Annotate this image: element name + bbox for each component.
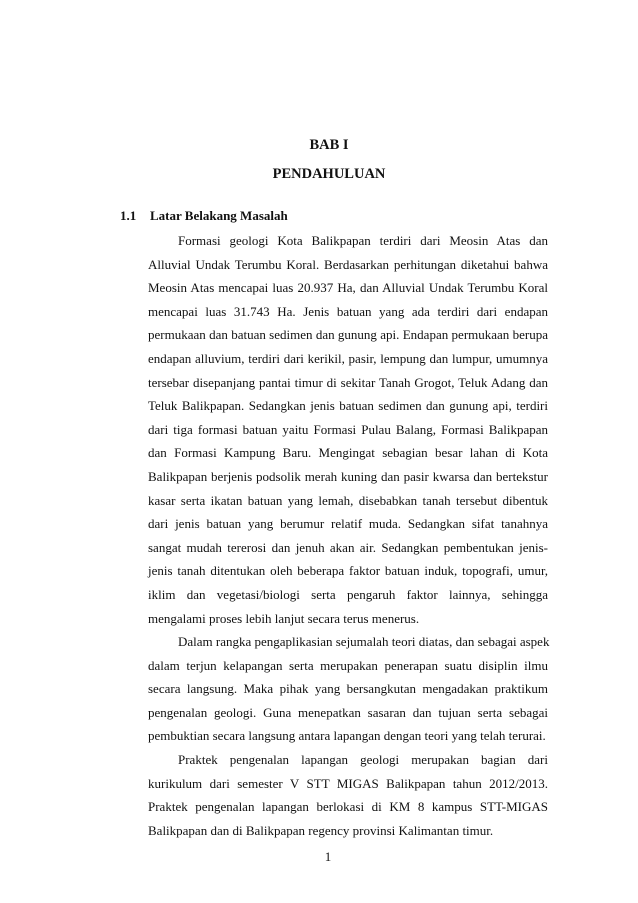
text-line: mencapai luas 31.743 Ha. Jenis batuan yang ada terdiri dari endapan bbox=[148, 303, 548, 319]
text-line: pembuktian secara langsung antara lapangan dengan teori yang telah terurai. bbox=[148, 728, 546, 744]
text-line: sangat mudah tererosi dan jenuh akan air. Sedangkan pembentukan jenis- bbox=[148, 539, 548, 555]
body-text bbox=[148, 229, 548, 842]
text-line: Meosin Atas mencapai luas 20.937 Ha, dan Alluvial Undak Terumbu Koral bbox=[148, 280, 548, 296]
chapter-title: PENDAHULUAN bbox=[272, 166, 386, 182]
text-line: Formasi geologi Kota Balikpapan terdiri dari Meosin Atas dan bbox=[178, 233, 548, 248]
section-number: 1.1 bbox=[120, 208, 137, 223]
text-line: kasar serta ikatan batuan yang lemah, disebabkan tanah tersebut dibentuk bbox=[148, 492, 548, 508]
text-line: Praktek pengenalan lapangan geologi merupakan bagian dari bbox=[178, 752, 548, 768]
text-line: dari jenis batuan yang berumur relatif muda. Sedangkan sifat tanahnya bbox=[148, 516, 548, 532]
text-line: permukaan dan batuan sedimen dan gunung api. Endapan permukaan berupa bbox=[148, 327, 548, 343]
text-line: Teluk Balikpapan. Sedangkan jenis batuan sedimen dan gunung api, terdiri bbox=[148, 398, 548, 414]
text-line: pengenalan geologi. Guna menepatkan sasaran dan tujuan serta sebagai bbox=[148, 704, 548, 720]
text-line: Alluvial Undak Terumbu Koral. Berdasarkan perhitungan diketahui bahwa bbox=[148, 256, 548, 272]
text-line: kurikulum dari semester V STT MIGAS Balikpapan tahun 2012/2013. bbox=[148, 775, 548, 791]
text-line: Dalam rangka pengaplikasian sejumalah teori diatas, dan sebagai aspek bbox=[178, 634, 550, 650]
text-line: dan Formasi Kampung Baru. Mengingat sebagian besar lahan di Kota bbox=[148, 445, 548, 461]
section-title: Latar Belakang Masalah bbox=[150, 208, 288, 223]
text-line: dari tiga formasi batuan yaitu Formasi Pulau Balang, Formasi Balikpapan bbox=[148, 421, 548, 437]
page-number: 1 bbox=[324, 849, 332, 864]
text-line: secara langsung. Maka pihak yang bersangkutan mengadakan praktikum bbox=[148, 681, 548, 697]
text-line: Balikpapan berjenis podsolik merah kuning dan pasir kwarsa dan bertekstur bbox=[148, 468, 548, 484]
text-line: endapan alluvium, terdiri dari kerikil, pasir, lempung dan lumpur, umumnya bbox=[148, 350, 548, 366]
text-line: mengalami proses lebih lanjut secara terus menerus. bbox=[148, 610, 420, 626]
text-line: jenis tanah ditentukan oleh beberapa faktor batuan induk, topografi, umur, bbox=[148, 563, 548, 579]
chapter-number: BAB I bbox=[309, 137, 349, 153]
text-line: Balikpapan dan di Balikpapan regency provinsi Kalimantan timur. bbox=[148, 822, 494, 838]
text-line: Praktek pengenalan lapangan berlokasi di KM 8 kampus STT-MIGAS bbox=[148, 799, 548, 815]
text-line: dalam terjun kelapangan serta merupakan penerapan suatu disiplin ilmu bbox=[148, 657, 548, 673]
text-line: iklim dan vegetasi/biologi serta pengaruh faktor lainnya, sehingga bbox=[148, 586, 548, 602]
text-line: tersebar disepanjang pantai timur di sekitar Tanah Grogot, Teluk Adang dan bbox=[148, 374, 548, 390]
section-heading bbox=[120, 208, 288, 224]
